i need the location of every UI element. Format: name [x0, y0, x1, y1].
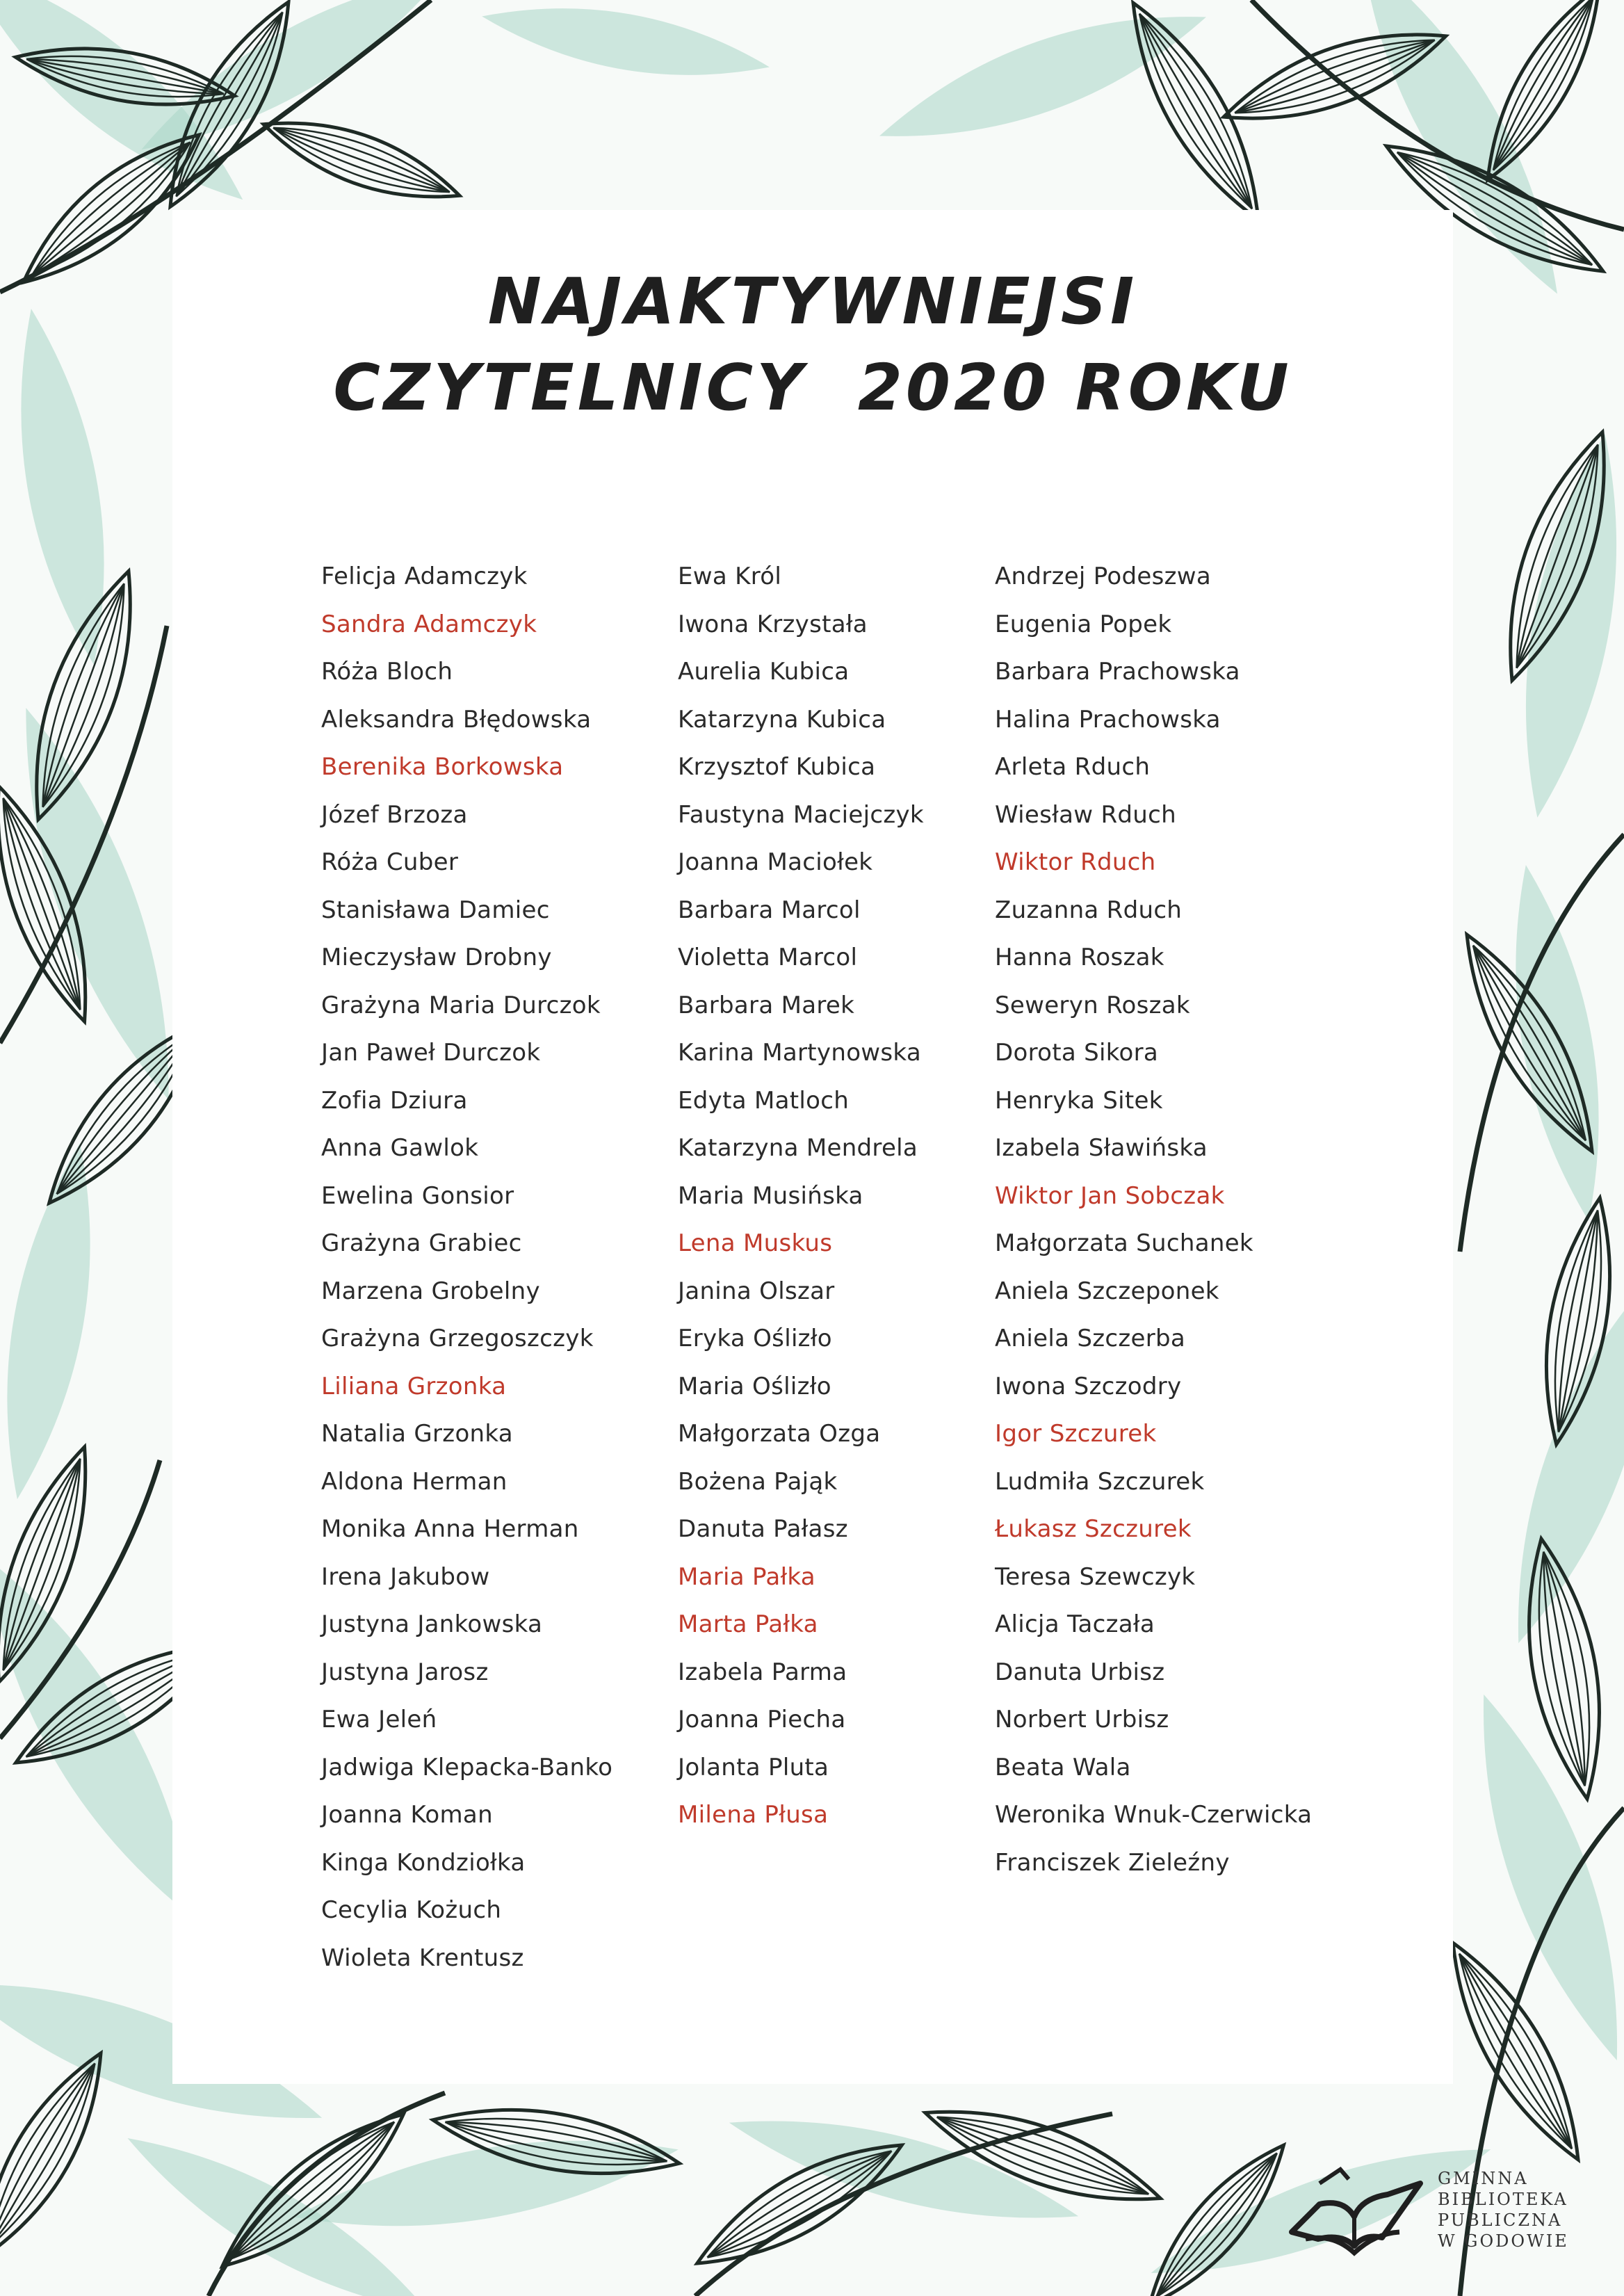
reader-name: Aniela Szczerba — [995, 1325, 1186, 1352]
reader-name: Bożena Pająk — [678, 1467, 838, 1496]
reader-name: Henryka Sitek — [995, 1086, 1163, 1115]
reader-name: Aleksandra Błędowska — [321, 705, 592, 734]
reader-name: Jolanta Pluta — [678, 1753, 829, 1781]
reader-name: Iwona Krzystała — [678, 610, 868, 638]
reader-name: Danuta Urbisz — [995, 1658, 1165, 1686]
reader-name: Alicja Taczała — [995, 1610, 1155, 1638]
reader-list-column-1 — [321, 553, 612, 1982]
line-art-leaf — [1467, 0, 1621, 192]
reader-name: Zofia Dziura — [321, 1086, 468, 1115]
reader-name: Ewelina Gonsior — [321, 1181, 514, 1210]
reader-name: Janina Olszar — [678, 1277, 835, 1305]
reader-name: Jadwiga Klepacka-Banko — [321, 1753, 613, 1781]
reader-name: Aniela Szczeponek — [995, 1277, 1219, 1305]
reader-name: Franciszek Zieleźny — [995, 1848, 1230, 1877]
reader-name: Józef Brzoza — [321, 800, 468, 829]
reader-name: Anna Gawlok — [321, 1134, 479, 1162]
open-book-icon — [1278, 2156, 1431, 2267]
reader-name: Faustyna Maciejczyk — [678, 800, 924, 829]
reader-name: Izabela Parma — [678, 1658, 847, 1686]
reader-name: Dorota Sikora — [995, 1039, 1159, 1067]
reader-name: Wiesław Rduch — [995, 800, 1176, 829]
reader-name: Ewa Jeleń — [321, 1706, 437, 1733]
reader-name: Norbert Urbisz — [995, 1706, 1169, 1733]
reader-name: Cecylia Kożuch — [321, 1896, 502, 1924]
reader-name: Eugenia Popek — [995, 610, 1172, 638]
library-name — [1438, 2168, 1569, 2251]
watercolor-leaf — [1483, 1264, 1624, 1656]
reader-name-highlighted: Wiktor Rduch — [995, 848, 1156, 876]
reader-name: Kinga Kondziołka — [321, 1848, 526, 1877]
reader-name: Katarzyna Kubica — [678, 705, 886, 734]
reader-name: Grażyna Maria Durczok — [321, 991, 601, 1019]
reader-name: Felicja Adamczyk — [321, 563, 528, 590]
library-name-line-3: PUBLICZNA — [1438, 2210, 1563, 2230]
reader-list-column-3 — [995, 553, 1312, 1886]
reader-name: Beata Wala — [995, 1753, 1131, 1781]
reader-name: Eryka Oślizło — [678, 1325, 832, 1352]
page-title — [172, 259, 1453, 431]
reader-name: Danuta Pałasz — [678, 1515, 848, 1543]
reader-name-highlighted: Sandra Adamczyk — [321, 610, 537, 638]
reader-name: Katarzyna Mendrela — [678, 1134, 918, 1162]
reader-name: Justyna Jarosz — [321, 1658, 489, 1686]
reader-name: Krzysztof Kubica — [678, 753, 876, 781]
reader-name: Barbara Prachowska — [995, 658, 1240, 686]
reader-name: Justyna Jankowska — [321, 1610, 543, 1638]
line-art-leaf — [255, 102, 468, 218]
reader-name: Stanisława Damiec — [321, 896, 550, 924]
reader-name: Arleta Rduch — [995, 753, 1151, 781]
reader-name: Edyta Matloch — [678, 1086, 850, 1115]
watercolor-leaf — [477, 0, 774, 95]
title-line-1: NAJAKTYWNIEJSI — [487, 264, 1138, 339]
reader-name: Seweryn Roszak — [995, 991, 1190, 1019]
reader-name: Małgorzata Suchanek — [995, 1229, 1253, 1257]
library-name-line-4: W GODOWIE — [1438, 2231, 1569, 2251]
reader-name: Maria Musińska — [678, 1181, 863, 1210]
reader-name: Marzena Grobelny — [321, 1277, 540, 1305]
reader-name-highlighted: Berenika Borkowska — [321, 753, 564, 781]
reader-name: Jan Paweł Durczok — [321, 1039, 541, 1067]
reader-name: Grażyna Grabiec — [321, 1229, 522, 1257]
reader-name-highlighted: Maria Pałka — [678, 1562, 815, 1591]
reader-name: Joanna Koman — [321, 1801, 493, 1829]
watercolor-leaf — [1500, 428, 1624, 825]
reader-name: Joanna Maciołek — [678, 848, 873, 876]
library-name-line-2: BIBLIOTEKA — [1438, 2190, 1568, 2209]
reader-name: Weronika Wnuk-Czerwicka — [995, 1801, 1313, 1829]
reader-name: Andrzej Podeszwa — [995, 563, 1211, 590]
reader-name: Monika Anna Herman — [321, 1515, 579, 1543]
reader-name-highlighted: Lena Muskus — [678, 1229, 833, 1257]
reader-name: Halina Prachowska — [995, 705, 1221, 734]
library-name-line-1: GMINNA — [1438, 2169, 1529, 2188]
reader-name: Róża Bloch — [321, 658, 453, 686]
reader-name: Mieczysław Drobny — [321, 944, 552, 971]
reader-name: Małgorzata Ozga — [678, 1420, 881, 1448]
reader-name-highlighted: Łukasz Szczurek — [995, 1515, 1192, 1543]
reader-name: Hanna Roszak — [995, 944, 1164, 971]
reader-name: Barbara Marek — [678, 991, 855, 1019]
reader-name: Karina Martynowska — [678, 1039, 921, 1067]
title-line-2: CZYTELNICY 2020 ROKU — [333, 350, 1292, 425]
reader-name: Irena Jakubow — [321, 1562, 490, 1591]
reader-name-highlighted: Milena Płusa — [678, 1801, 829, 1829]
reader-name: Joanna Piecha — [678, 1706, 846, 1733]
reader-name: Teresa Szewczyk — [995, 1562, 1196, 1591]
reader-name: Ewa Król — [678, 563, 782, 590]
reader-name-highlighted: Igor Szczurek — [995, 1420, 1157, 1448]
reader-name-highlighted: Marta Pałka — [678, 1610, 818, 1638]
reader-name: Ludmiła Szczurek — [995, 1467, 1205, 1496]
reader-name: Zuzanna Rduch — [995, 896, 1183, 924]
reader-name: Natalia Grzonka — [321, 1420, 513, 1448]
watercolor-leaf — [1492, 859, 1623, 1227]
reader-name: Barbara Marcol — [678, 896, 861, 924]
reader-name: Aurelia Kubica — [678, 658, 850, 686]
reader-name: Aldona Herman — [321, 1467, 508, 1496]
reader-name: Violetta Marcol — [678, 944, 858, 971]
reader-name-highlighted: Wiktor Jan Sobczak — [995, 1181, 1225, 1210]
reader-name: Wioleta Krentusz — [321, 1943, 524, 1972]
reader-name: Grażyna Grzegoszczyk — [321, 1325, 594, 1352]
watercolor-leaf — [0, 302, 128, 670]
reader-list-column-2 — [678, 553, 924, 1839]
watercolor-leaf — [868, 0, 1218, 168]
reader-name: Maria Oślizło — [678, 1372, 831, 1400]
reader-name: Izabela Sławińska — [995, 1134, 1208, 1162]
library-logo — [1278, 2156, 1570, 2267]
reader-name-highlighted: Liliana Grzonka — [321, 1372, 507, 1400]
reader-name: Iwona Szczodry — [995, 1372, 1182, 1400]
reader-name: Róża Cuber — [321, 848, 459, 876]
